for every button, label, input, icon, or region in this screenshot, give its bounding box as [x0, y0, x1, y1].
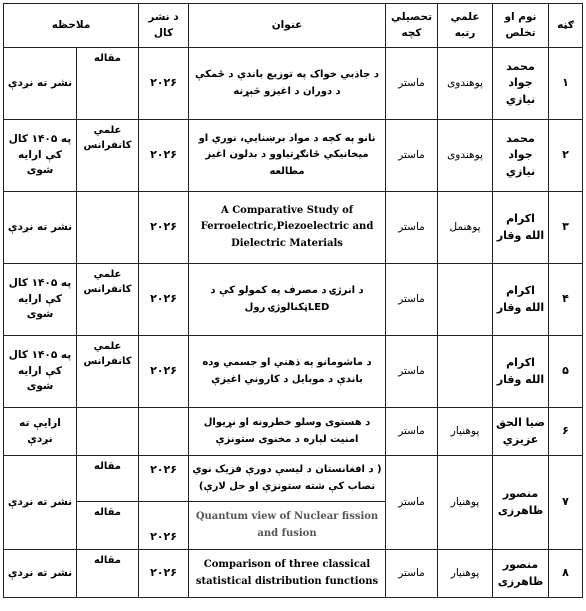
row-status: نشر ته نږدې [4, 550, 77, 598]
row-name: اکرام الله وقار [493, 264, 549, 336]
row-name: منصور ظاهرزی [493, 550, 549, 598]
row-type: علمي کانفرانس [77, 336, 139, 408]
row-rank: پوهندوی [438, 120, 493, 192]
row-degree: ماستر [386, 456, 438, 550]
row-number: ۷ [549, 456, 583, 550]
header-row [4, 4, 583, 48]
row-name: منصور ظاهرزی [493, 456, 549, 550]
row-name: محمد جواد نیازي [493, 120, 549, 192]
row-status: نشر ته نږدې [4, 192, 77, 264]
row-year-b: ۲۰۲۶ [139, 502, 189, 550]
row-degree: ماستر [386, 120, 438, 192]
row-type-b: مقاله [77, 502, 139, 550]
row-type: مقاله [77, 550, 139, 598]
row-year: ۲۰۲۶ [139, 336, 189, 408]
row-rank [438, 264, 493, 336]
row-year-a: ۲۰۲۶ [139, 456, 189, 502]
header-degree: تحصیلي کچه [386, 4, 438, 48]
header-title: عنوان [189, 4, 386, 48]
row-type: علمي کانفرانس [77, 264, 139, 336]
header-notes: ملاحظه [4, 4, 139, 48]
table-row [4, 48, 583, 120]
row-degree: ماستر [386, 48, 438, 120]
row-name: ضیا الحق عزیزي [493, 408, 549, 456]
table-row [4, 550, 583, 598]
row-type: مقاله [77, 48, 139, 120]
row-rank: پوهنیار [438, 550, 493, 598]
row-number: ۸ [549, 550, 583, 598]
row-rank: پوهندوی [438, 48, 493, 120]
header-year: د نشر کال [139, 4, 189, 48]
row-name: محمد جواد نیازي [493, 48, 549, 120]
row-year: ۲۰۲۶ [139, 550, 189, 598]
row-rank: پوهنمل [438, 192, 493, 264]
row-title: د جاذبي خواک په توزیع باندې د ځمکې د دوران د اغیزو څېړنه [189, 48, 386, 120]
row-title: د هستوی وسلو خطرونه او نړیوال امنیت لپاره د مخنوی ستونزې [189, 408, 386, 456]
row-status: په ۱۴۰۵ کال کې ارایه شوی [4, 336, 77, 408]
row-name: اکرام الله وقار [493, 336, 549, 408]
row-title: A Comparative Study of Ferroelectric,Piezoelectric and Dielectric Materials [189, 192, 386, 264]
row-title: نانو په کچه د مواد برښنایي، نوري او میخانیکي ځانګړتیاوو د بدلون اغیز مطالعه [189, 120, 386, 192]
row-title-a: ( د افغانستان د لیسې دورې فزیک نوي نصاب کې شته ستونزې او حل لارې) [189, 456, 386, 502]
table-row [4, 264, 583, 336]
research-table [3, 3, 583, 598]
row-status: په ۱۴۰۵ کال کې ارایه شوی [4, 264, 77, 336]
row-number: ۲ [549, 120, 583, 192]
row-status: نشر ته نږدې [4, 456, 77, 550]
row-year: ۲۰۲۶ [139, 48, 189, 120]
row-type [77, 192, 139, 264]
row-name: اکرام الله وقار [493, 192, 549, 264]
row-year: ۲۰۲۶ [139, 264, 189, 336]
row-degree: ماستر [386, 336, 438, 408]
row-number: ۶ [549, 408, 583, 456]
header-no: ګڼه [549, 4, 583, 48]
table-row [4, 120, 583, 192]
table-row [4, 408, 583, 456]
table-row [4, 192, 583, 264]
row-number: ۵ [549, 336, 583, 408]
row-title: د ماشومانو په ذهني او جسمي وده باندې د موبایل د کاروني اغیزې [189, 336, 386, 408]
table-row [4, 336, 583, 408]
row-degree: ماستر [386, 550, 438, 598]
row-rank [438, 336, 493, 408]
row-status: ارایې ته نږدې [4, 408, 77, 456]
row-year: ۲۰۲۶ [139, 120, 189, 192]
row-number: ۳ [549, 192, 583, 264]
row-degree: ماستر [386, 264, 438, 336]
row-number: ۴ [549, 264, 583, 336]
row-type-a: مقاله [77, 456, 139, 502]
row-degree: ماستر [386, 192, 438, 264]
row-number: ۱ [549, 48, 583, 120]
row-type [77, 408, 139, 456]
table-row [4, 456, 583, 502]
row-status: نشر ته نږدې [4, 48, 77, 120]
header-name: نوم او تخلص [493, 4, 549, 48]
row-title: د انرژۍ د مصرف په کمولو کې د LEDټکنالوژۍ رول [189, 264, 386, 336]
row-rank: پوهنیار [438, 408, 493, 456]
row-year [139, 408, 189, 456]
row-type: علمي کانفرانس [77, 120, 139, 192]
row-degree: ماستر [386, 408, 438, 456]
header-rank: علمي رتبه [438, 4, 493, 48]
row-title-b: Quantum view of Nuclear fission and fusion [189, 502, 386, 550]
row-status: په ۱۴۰۵ کال کې ارایه شوی [4, 120, 77, 192]
row-year: ۲۰۲۶ [139, 192, 189, 264]
row-title: Comparison of three classical statistical distribution functions [189, 550, 386, 598]
row-rank: پوهنیار [438, 456, 493, 550]
